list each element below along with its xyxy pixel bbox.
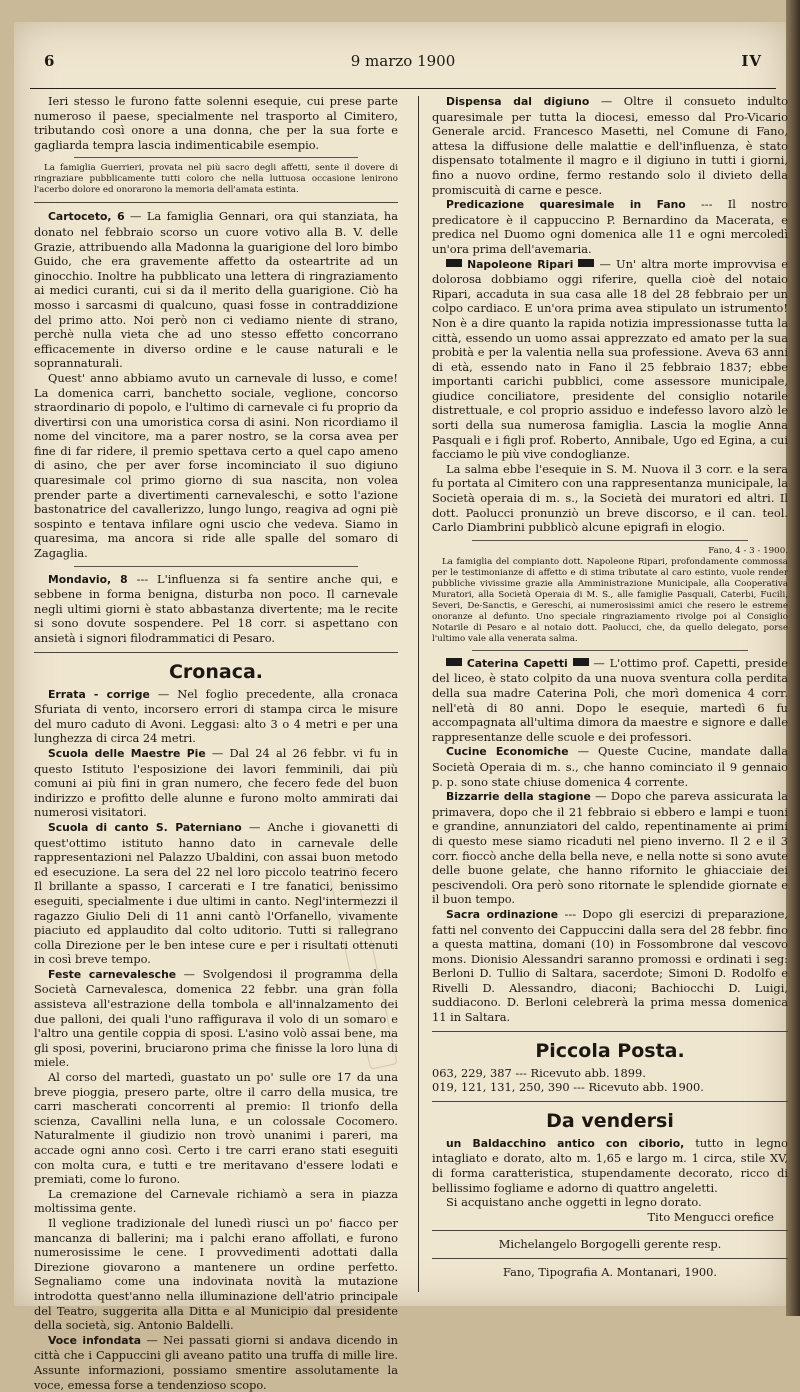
capetti-text: — L'ottimo prof. Capetti, preside del liceo, è stato colpito da una nuova sventura colla perdita della sua madre Caterina Poli, che morì domenica 4 corr. nell'età di 80 anni. Dopo le esequie, martedì 6 fu accompagnata all'ultima dimora da maestre e signore e dalle rappresentanze delle scuole e dei professori. bbox=[432, 655, 788, 744]
ripari-article bbox=[432, 257, 788, 462]
feste-text-3: La cremazione del Carnevale richiamò a sera in piazza moltissima gente. bbox=[34, 1186, 398, 1216]
scuola-maestre-article bbox=[34, 746, 398, 820]
divider bbox=[74, 157, 358, 158]
bizzarrie-text: — Dopo che pareva assicurata la primavera, dopo che il 21 febbraio si ebbero e lampi e tuoni e grandine, annunziatori del caldo, repentinamente ai primi di questo mese siamo ricaduti nel pieno inverno. Il 2 e il 3 corr. fioccò anche della bella neve, e nella notte si sono avute delle buone gelate, che hanno rifornito le ghiacciaie dei pescivendoli. Ora però sono ritornate le splendide giornate e il buon tempo. bbox=[432, 789, 788, 907]
feste-text-4: Il veglione tradizionale del lunedì riuscì un po' fiacco per mancanza di ballerini; ma i palchi erano affollati, e furono numerosissime le cene. I provvedimenti adottati dalla Direzione giovarono a mantenere un ordine perfetto. Segnaliamo come una indovinata novità la mutazione introdotta quest'anno nella illuminazione dell'atrio principale del Teatro, suggerita alla Ditta e al Municipio dal presidente della società, sig. Antonio Baldelli. bbox=[34, 1215, 398, 1333]
page-edge bbox=[786, 0, 800, 1316]
feste-text: — Svolgendosi il programma della Società Carnevalesca, domenica 22 febbr. una gran folla assisteva all'estrazione della tombola e all'innalzamento dei due palloni, dei quali l'uno raffigurava il volo di un somaro e l'altro una gentile coppia di sposi. L'asino volò assai bene, ma gli sposi, poverini, bruciarono prima che finisse la loro luna di miele. bbox=[34, 966, 399, 1070]
piccola-posta-heading: Piccola Posta. bbox=[535, 1039, 685, 1062]
mourning-box-icon bbox=[578, 259, 594, 267]
gerente-line: Michelangelo Borgogelli gerente resp. bbox=[498, 1237, 722, 1252]
right-column bbox=[432, 94, 788, 1280]
guerrieri-thanks-note: La famiglia Guerrieri, provata nel più sacro degli affetti, sente il dovere di ringraziare pubblicamente tutti coloro che nella luttuosa occasione lenirono l'acerbo dolore ed onorarono la memoria dell'amata estinta. bbox=[34, 163, 398, 196]
issue-date: 9 marzo 1900 bbox=[350, 52, 456, 70]
bizzarrie-title: Bizzarrie della stagione bbox=[446, 790, 591, 804]
sacra-article bbox=[432, 907, 788, 1025]
scuola-canto-text: — Anche i giovanetti di quest'ottimo istituto hanno dato in carnevale delle rappresentazioni nel Palazzo Ubaldini, con assai buon metodo ed esecuzione. La sera del 22 nel loro piccolo teatrino fecero Il brillante a spasso, I carcerati e I tre fanatici, benissimo eseguiti, specialmente i due ultimi in canto. Negl'intermezzi il ragazzo Giulio Deli di 11 anni cantò l'Orfanello, vivamente piaciuto ed applaudito dal colto uditorio. Tutti si rallegrano colla Direzione per le ben intese cure e per i risultati ottenuti in così breve tempo. bbox=[34, 819, 398, 967]
posta-line-1: 063, 229, 387 --- Ricevuto abb. 1899. bbox=[432, 1065, 646, 1080]
mourning-box-icon bbox=[446, 259, 462, 267]
cartoceto-title: Cartoceto, 6 bbox=[48, 210, 125, 224]
divider bbox=[34, 202, 398, 203]
vendersi-title: un Baldacchino antico con ciborio, bbox=[446, 1136, 685, 1150]
ripari-note-date: Fano, 4 - 3 - 1900. bbox=[708, 545, 788, 556]
capetti-name: Caterina Capetti bbox=[466, 656, 568, 670]
posta-line-2: 019, 121, 131, 250, 390 --- Ricevuto abb. 1900. bbox=[432, 1080, 704, 1095]
vendersi-signature: Tito Mengucci orefice bbox=[647, 1209, 774, 1224]
newspaper-page bbox=[14, 22, 789, 1392]
cucine-title: Cucine Economiche bbox=[446, 745, 569, 759]
sacra-text: --- Dopo gli esercizi di preparazione, fatti nel convento dei Cappuccini dalla sera del 28 febbr. fino a questa mattina, domani (10) in Fossombrone dal vescovo mons. Dionisio Alessandri saranno promossi e ordinati i seg: Berloni D. Tullio di Saltara, sacerdote; Simoni D. Rodolfo e Rivelli D. Alessandro, diaconi; Bachiocchi D. Luigi, suddiacono. D. Berloni celebrerà la prima messa domenica 11 in Saltara. bbox=[432, 906, 788, 1025]
mondavio-text: --- L'influenza si fa sentire anche qui, e sebbene in forma benigna, disturba non poco. Il carnevale negli ultimi giorni è stato abbastanza divertente; ma le recite si sono dovute sospendere. Pel 18 corr. si aspettano con ansietà i signori filodrammatici di Pesaro. bbox=[34, 571, 398, 645]
predicazione-article bbox=[432, 197, 788, 256]
errata-article bbox=[34, 687, 398, 746]
divider bbox=[432, 1258, 788, 1259]
predicazione-text: --- Il nostro predicatore è il cappuccino P. Bernardino da Macerata, e predica nel Duomo ogni domenica alle 11 e ogni mercoledì un'ora prima dell'avemaria. bbox=[432, 197, 789, 256]
tipografia-line: Fano, Tipografia A. Montanari, 1900. bbox=[502, 1265, 718, 1279]
divider bbox=[472, 540, 748, 541]
voce-title: Voce infondata bbox=[48, 1333, 142, 1347]
predicazione-title: Predicazione quaresimale in Fano bbox=[446, 198, 686, 212]
scuola-canto-article bbox=[34, 820, 398, 967]
mondavio-title: Mondavio, 8 bbox=[48, 572, 128, 586]
mondavio-article bbox=[34, 572, 398, 646]
ripari-text: — Un' altra morte improvvisa e dolorosa dobbiamo oggi riferire, quella cioè del notaio Ripari, accaduta in sua casa alle 18 del 28 febbraio per un colpo cardiaco. E un'ora prima avea stipulato un istrumento! Non è a dire quanto la rapida notizia impressionasse tutta la città, essendo un uomo assai apprezzato ed amato per la sua probità e per la valentia nella sua professione. Aveva 63 anni di età, essendo nato in Fano il 25 febbraio 1837; ebbe importanti carichi pubblici, come assessore municipale, giudice conciliatore, presidente del consiglio notarile distrettuale, e col proprio assiduo e indefesso lavoro alzò le sorti della sua numerosa famiglia. Lascia la moglie Anna Pasquali e i figli prof. Roberto, Annibale, Ugo ed Egina, a cui facciamo le più vive condoglianze. bbox=[432, 256, 788, 462]
vendersi-text: tutto in legno intagliato e dorato, alto m. 1,65 e largo m. 1 circa, stile XV, di forma caratteristica, stupendamente decorato, ricco di bellissimo fogliame e adorno di quattro angeletti. bbox=[432, 1135, 788, 1195]
left-column bbox=[34, 94, 398, 1392]
divider bbox=[34, 652, 398, 653]
ripari-text-2: La salma ebbe l'esequie in S. M. Nuova il 3 corr. e la sera fu portata al Cimitero con una rappresentanza municipale, la Società operaia di m. s., la Società dei muratori ed altri. Il dott. Paolucci pronunziò un breve discorso, e il can. teol. Carlo Diambrini pubblicò alcune epigrafi in elogio. bbox=[432, 461, 788, 535]
errata-text: — Nel foglio precedente, alla cronaca Sfuriata di vento, incorsero errori di stampa circa le misure del muro caduto di Avoni. Leggasi: alto 3 o 4 metri e per una lunghezza di circa 24 metri. bbox=[34, 686, 398, 746]
divider bbox=[472, 650, 748, 651]
cartoceto-article bbox=[34, 209, 398, 371]
vendersi-ad bbox=[432, 1136, 788, 1195]
ripari-family-note: La famiglia del compianto dott. Napoleone Ripari, profondamente commossa per le testimonianze di affetto e di stima tributate al caro estinto, vuole render pubbliche vivissime grazie alla Amministrazione Municipale, alla Cooperativa Muratori, alla Società Operaia di M. S., alle famiglie Pasquali, Caterbi, Fucili, Severi, De-Sanctis, e Gereschi, ai numerosissimi amici che resero le estreme onoranze al defunto. Uno speciale ringraziamento rivolge poi al Consiglio Notarile di Pesaro e al notaio dott. Paolucci, che, da quello delegato, porse l'ultimo vale alla venerata salma. bbox=[432, 556, 788, 644]
carnevale-text: Quest' anno abbiamo avuto un carnevale di lusso, e come! La domenica carri, banchetto sociale, veglione, concorso straordinario di popolo, e l'ultimo di carnevale ci fu proprio da divertirsi con una umoristica corsa di asini. Non ricordiamo il nome del vincitore, ma a parer nostro, se la corsa avea per fine di far ridere, il premio spettava certo a quel capo ameno di asino, che per aver forse incominciato il suo digiuno quaresimale col primo giorno di sua nascita, non volea prender parte a divertimenti carnevaleschi, e sotto l'azione bastonatrice del cavallerizzo, lungo lungo, reagiva ad ogni piè sospinto e tentava infilare ogni uscio che vedeva. Siamo in quaresima, ma ancora si ride alle spalle del somaro di Zagaglia. bbox=[34, 370, 398, 561]
divider bbox=[432, 1230, 788, 1231]
page-number: 6 bbox=[44, 52, 55, 70]
dispensa-title: Dispensa dal digiuno bbox=[446, 95, 590, 108]
scuola-maestre-text: — Dal 24 al 26 febbr. vi fu in questo Istituto l'esposizione dei lavori femminili, dai più comuni ai più fini in gran numero, che fecero fede del buon indirizzo e profitto delle alunne e furono molto ammirati dai numerosi visitatori. bbox=[34, 745, 399, 820]
voce-text: — Nei passati giorni si andava dicendo in città che i Cappuccini gli aveano patito una truffa di mille lire. Assunte informazioni, possiamo smentire assolutamente la voce, emessa forse a tendenzioso scopo. bbox=[34, 1332, 398, 1392]
mourning-box-icon bbox=[446, 658, 462, 666]
bizzarrie-article bbox=[432, 789, 788, 907]
column-divider bbox=[418, 96, 419, 1292]
mourning-box-icon bbox=[573, 658, 589, 666]
voce-article bbox=[34, 1333, 398, 1392]
header-rule bbox=[30, 88, 776, 89]
feste-text-2: Al corso del martedì, guastato un po' sulle ore 17 da una breve pioggia, presero parte, oltre il carro della musica, tre carri mascherati concorrenti al premio: Il trionfo della scienza, Cavallini nella luna, e un colossale Cocomero. Naturalmente il giudizio non trovò unanimi i pareri, ma accade ogni anno così. Certo i tre carri erano stati eseguiti con molta cura, e tutti e tre meritavano d'essere lodati e premiati, come lo furono. bbox=[34, 1070, 398, 1187]
sacra-title: Sacra ordinazione bbox=[446, 907, 559, 921]
page-header bbox=[44, 52, 762, 88]
obituary-intro: Ieri stesso le furono fatte solenni esequie, cui prese parte numeroso il paese, specialmente nel trasporto al Cimitero, tributando così onore a una donna, che per la sua forte e gagliarda tempra lascia indimenticabile esempio. bbox=[34, 94, 398, 152]
issue-roman-numeral: IV bbox=[741, 52, 762, 70]
ripari-name: Napoleone Ripari bbox=[467, 257, 574, 271]
scuola-canto-title: Scuola di canto S. Paterniano bbox=[48, 820, 242, 834]
divider bbox=[432, 1031, 788, 1032]
divider bbox=[74, 566, 358, 567]
cucine-article bbox=[432, 744, 788, 789]
dispensa-text: — Oltre il consueto indulto quaresimale per tutta la diocesi, emesso dal Pro-Vicario Generale arcid. Francesco Masetti, nel Comune di Fano, attesa la diffusione delle malattie e dell'influenza, è stato dispensato totalmente il magro e il digiuno in tutti i giorni, fino a nuovo ordine, fermo restando solo il divieto della promiscuità di carne e pesce. bbox=[432, 94, 788, 197]
cartoceto-text: — La famiglia Gennari, ora qui stanziata, ha donato nel febbraio scorso un cuore votivo alla B. V. delle Grazie, attribuendo alla Madonna la guarigione del loro bimbo Guido, che era gravemente affetto da osteartrite ad un ginocchio. Inoltre ha pubblicato una lettera di ringraziamento ai medici curanti, cui si da il merito della guarigione. Ciò ha mosso i sarcasmi di qualcuno, quasi fosse in contraddizione del primo atto. Noi però non ci vediamo niente di strano, perchè nulla vieta che ad uno stesso effetto concorrano efficacemente in diverso ordine e le cause naturali e le soprannaturali. bbox=[34, 209, 398, 371]
scuola-maestre-title: Scuola delle Maestre Pie bbox=[48, 746, 206, 760]
dispensa-article bbox=[432, 94, 788, 197]
divider bbox=[432, 1101, 788, 1102]
cucine-text: — Queste Cucine, mandate dalla Società Operaia di m. s., che hanno cominciato il 9 gennaio p. p. sono state chiuse domenica 4 corrente. bbox=[432, 744, 788, 789]
errata-title: Errata - corrige bbox=[48, 687, 150, 701]
feste-article bbox=[34, 967, 398, 1070]
feste-title: Feste carnevalesche bbox=[48, 967, 177, 981]
cronaca-heading: Cronaca. bbox=[168, 660, 264, 683]
capetti-article bbox=[432, 656, 788, 745]
da-vendersi-heading: Da vendersi bbox=[546, 1109, 674, 1132]
vendersi-text-2: Si acquistano anche oggetti in legno dorato. bbox=[446, 1195, 702, 1210]
